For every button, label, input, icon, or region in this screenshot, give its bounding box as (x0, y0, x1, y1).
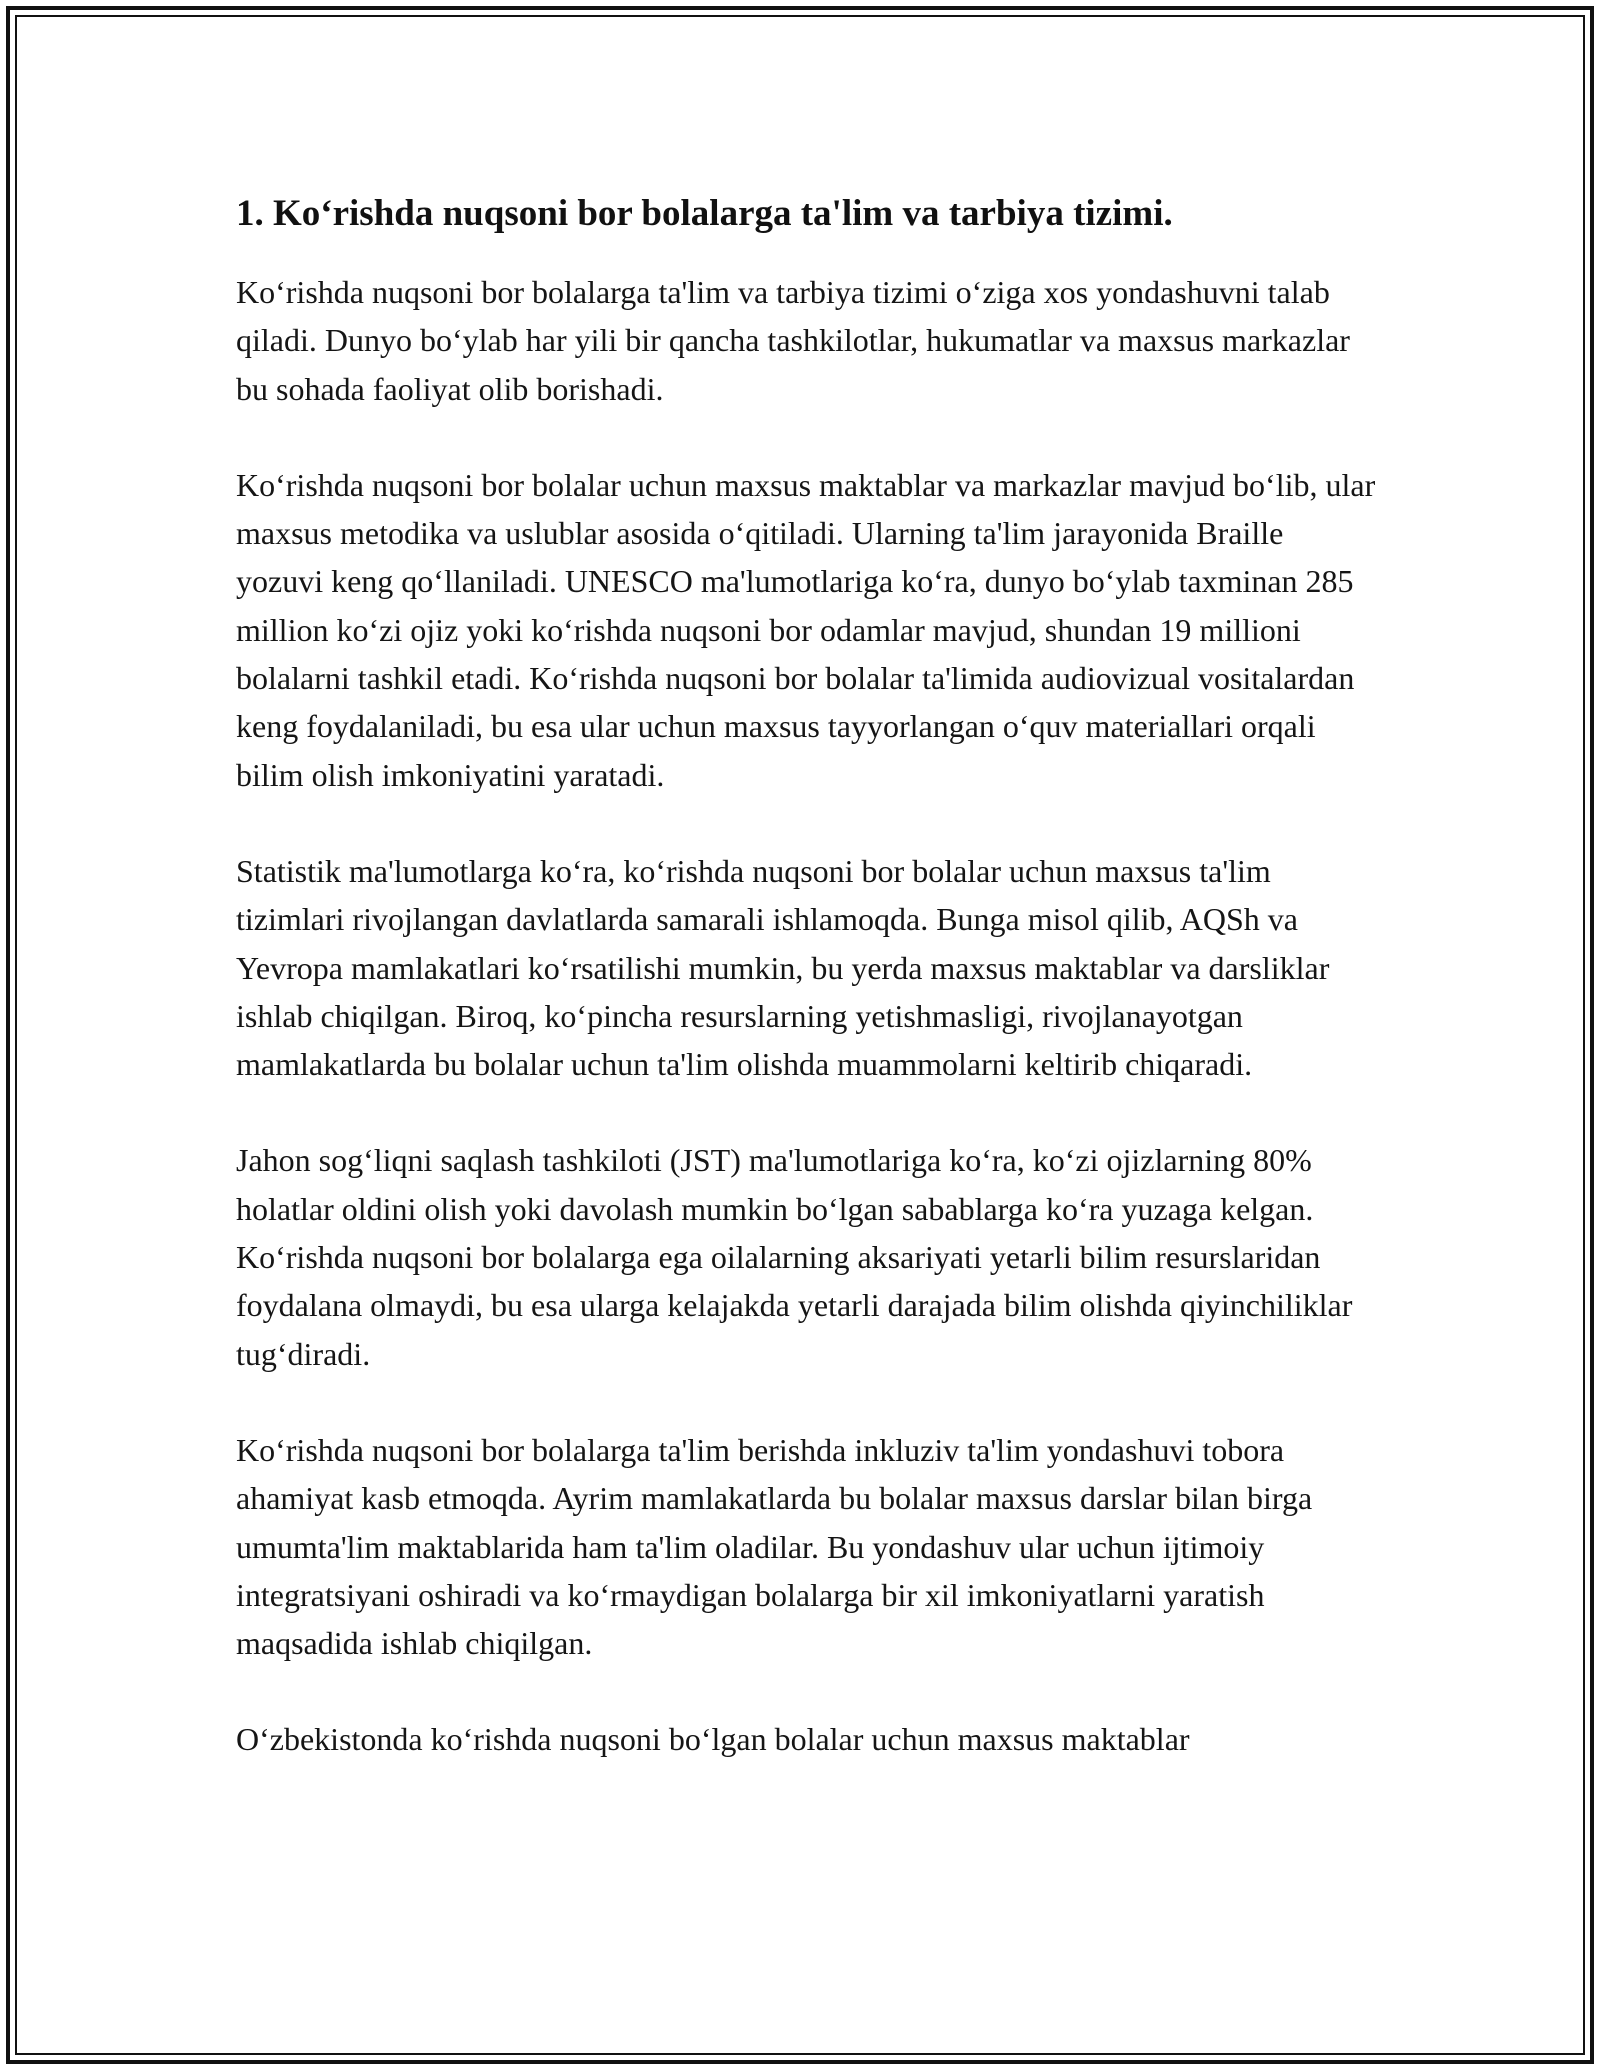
section-heading: 1. Ko‘rishda nuqsoni bor bolalarga ta'lim va tarbiya tizimi. (236, 193, 1173, 234)
document-body (236, 186, 1376, 1812)
paragraph-special-schools: Ko‘rishda nuqsoni bor bolalar uchun maxsus maktablar va markazlar mavjud bo‘lib, ular maxsus metodika va uslublar asosida o‘qitiladi. Ularning ta'lim jarayonida Braille yozuvi keng qo‘llaniladi. UNESCO ma'lumotlariga ko‘ra, dunyo bo‘ylab taxminan 285 million ko‘zi ojiz yoki ko‘rishda nuqsoni bor odamlar mavjud, shundan 19 millioni bolalarni tashkil etadi. Ko‘rishda nuqsoni bor bolalar ta'limida audiovizual vositalardan keng foydalaniladi, bu esa ular uchun maxsus tayyorlangan o‘quv materiallari orqali bilim olish imkoniyatini yaratadi. (236, 466, 1376, 793)
paragraph-who-data: Jahon sog‘liqni saqlash tashkiloti (JST) ma'lumotlariga ko‘ra, ko‘zi ojizlarning 80% holatlar oldini olish yoki davolash mumkin bo‘lgan sabablarga ko‘ra yuzaga kelgan. Ko‘rishda nuqsoni bor bolalarga ega oilalarning aksariyati yetarli bilim resurslaridan foydalana olmaydi, bu esa ularga kelajakda yetarli darajada bilim olishda qiyinchiliklar tug‘diradi. (236, 1142, 1353, 1372)
paragraph-uzbekistan: O‘zbekistonda ko‘rishda nuqsoni bo‘lgan bolalar uchun maxsus maktablar (236, 1721, 1190, 1758)
paragraph-intro: Ko‘rishda nuqsoni bor bolalarga ta'lim va tarbiya tizimi o‘ziga xos yondashuvni talab qiladi. Dunyo bo‘ylab har yili bir qancha tashkilotlar, hukumatlar va maxsus markazlar bu sohada faoliyat olib borishadi. (236, 274, 1350, 407)
paragraph-inclusive-education: Ko‘rishda nuqsoni bor bolalarga ta'lim berishda inkluziv ta'lim yondashuvi tobora ahamiyat kasb etmoqda. Ayrim mamlakatlarda bu bolalar maxsus darslar bilan birga umumta'lim maktablarida ham ta'lim oladilar. Bu yondashuv ular uchun ijtimoiy integratsiyani oshiradi va ko‘rmaydigan bolalarga bir xil imkoniyatlarni yaratish maqsadida ishlab chiqilgan. (236, 1431, 1313, 1662)
paragraph-statistics: Statistik ma'lumotlarga ko‘ra, ko‘rishda nuqsoni bor bolalar uchun maxsus ta'lim tizimlari rivojlangan davlatlarda samarali ishlamoqda. Bunga misol qilib, AQSh va Yevropa mamlakatlari ko‘rsatilishi mumkin, bu yerda maxsus maktablar va darsliklar ishlab chiqilgan. Biroq, ko‘pincha resurslarning yetishmasligi, rivojlanayotgan mamlakatlarda bu bolalar uchun ta'lim olishda muammolarni keltirib chiqaradi. (236, 852, 1330, 1083)
